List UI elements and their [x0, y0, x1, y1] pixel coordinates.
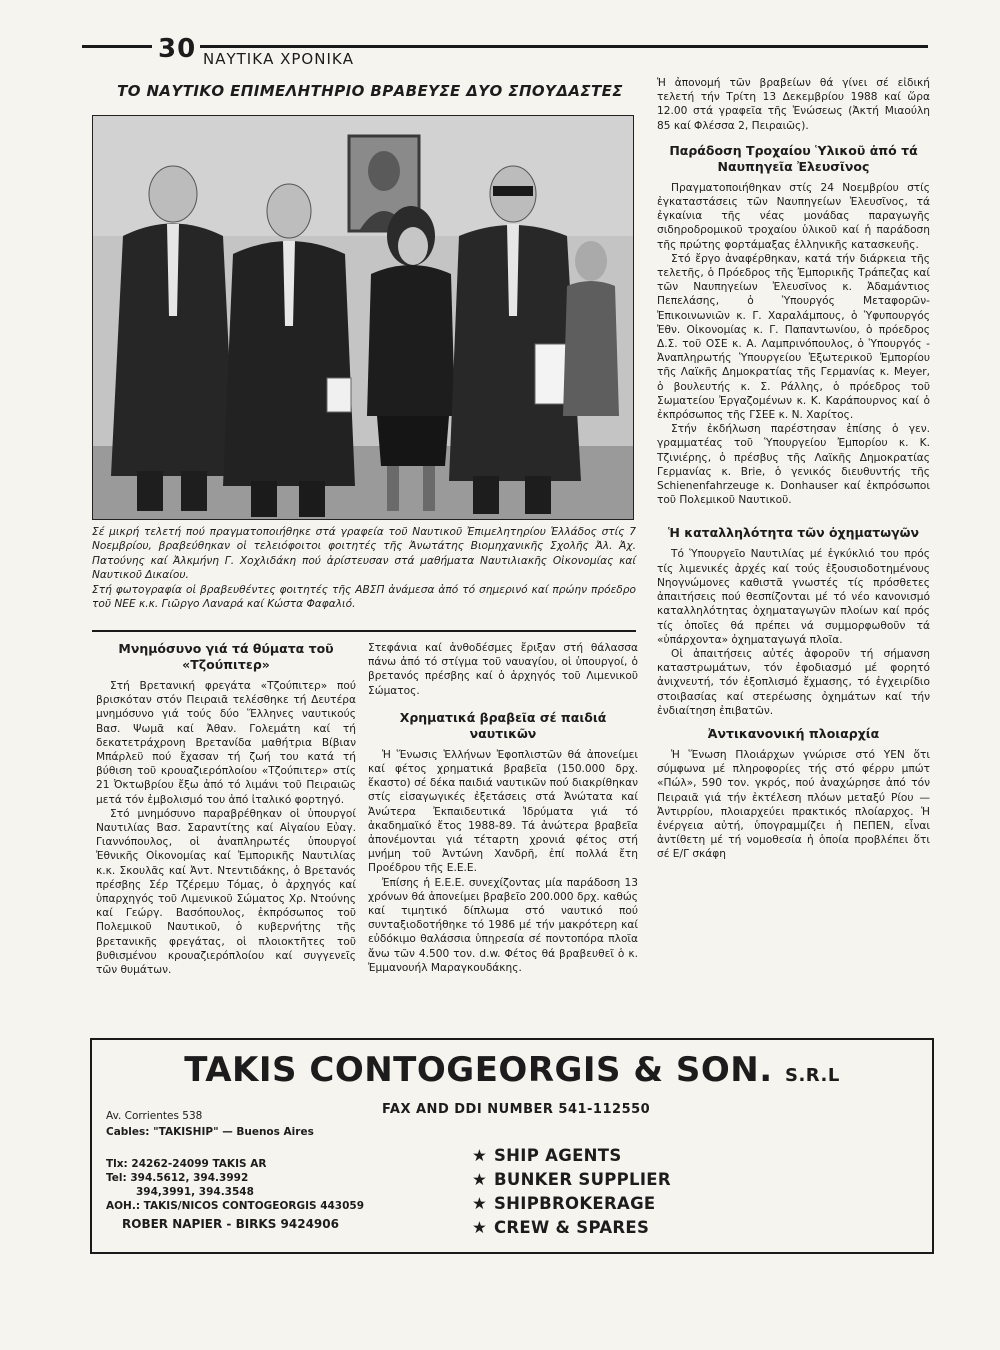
ad-service-item: ★ SHIPBROKERAGE — [472, 1192, 671, 1216]
ad-company: TAKIS CONTOGEORGIS & SON. — [184, 1050, 773, 1090]
caption-paragraph: Στή φωτογραφία οἱ βραβευθέντες φοιτητές τῆς ΑΒΣΠ ἀνάμεσα ἀπό τό σημερινό καί πρώην πρόεδρο τοῦ ΝΕΕ κ.κ. Γιῶργο Λαναρά καί Κώστα Φαφαλιό. — [92, 583, 636, 611]
article-paragraph: Στό ἔργο ἀναφέρθηκαν, κατά τήν διάρκεια τῆς τελετῆς, ὁ Πρόεδρος τῆς Ἐμπορικῆς Τράπεζας καί τῶν Ναυπηγείων Ἐλευσῖνος κ. Ἀδαμάντιος Πεπελάσης, ὁ Ὑπουργός Μεταφορῶν- Ἐπικοινωνιῶν κ. Γ. Χαραλάμπους, ὁ Ὑφυπουργός Ἐθν. Οἰκονομίας κ. Γ. Παπαντωνίου, ὁ πρόεδρος Δ.Σ. τοῦ ΟΣΕ κ. Α. Λαμπρινόπουλος, ὁ Ὑπουργός - Ἀναπληρωτής Ὑπουργείου Ἐξωτερικοῦ Ἐμπορίου τῆς Λαϊκῆς Δημοκρατίας τῆς Γερμανίας κ. Meyer, ὁ βουλευτής κ. Σ. Ράλλης, ὁ πρόεδρος τοῦ Σωματείου Ἐργαζομένων κ. Κ. Καράπουρνος καί ὁ ἐκπρόσωπος τῆς ΓΣΕΕ κ. Ν. Χαρίτος. — [657, 252, 930, 422]
ad-service-item: ★ SHIP AGENTS — [472, 1144, 671, 1168]
advertisement-box — [90, 1038, 934, 1254]
article-paragraph: Οἱ ἀπαιτήσεις αὐτές ἀφοροῦν τή σήμανση καταστρωμάτων, τόν ἐφοδιασμό μέ φορητό ἀνιχνευτή, τόν ἐξοπλισμό ἔχμασης, τό ἐγχειρίδιο στοιβασίας καί στερέωσης ὀχημάτων καί τήν ἐνδιαίτηση ἐπιβατῶν. — [657, 647, 930, 717]
article-title: Μνημόσυνο γιά τά θύματα τοῦ «Τζούπιτερ» — [118, 641, 334, 672]
ad-after-hours: AOH.: TAKIS/NICOS CONTOGEORGIS 443059 — [106, 1200, 365, 1212]
header-rule-right — [200, 45, 928, 48]
article-memorial — [96, 641, 356, 977]
article-paragraph: Στεφάνια καί ἀνθοδέσμες ἔριξαν στή θάλασσα πάνω ἀπό τό στίγμα τοῦ ναυαγίου, οἱ ὑπουργοί, ὁ βρετανός πρέσβης καί ὁ ἀρχηγός τοῦ Λιμενικοῦ Σώματος. — [368, 642, 638, 697]
article-title: Παράδοση Τροχαίου Ὑλικοῦ ἀπό τά Ναυπηγεῖα Ἐλευσῖνος — [669, 142, 918, 174]
star-icon: ★ — [472, 1170, 488, 1189]
star-icon: ★ — [472, 1194, 488, 1213]
ad-company-name — [112, 1050, 912, 1090]
article-title: Ἀντικανονική πλοιαρχία — [707, 725, 880, 741]
article-paragraph: Ἡ Ἕνωση Πλοιάρχων γνώρισε στό ΥΕΝ ὅτι σύμφωνα μέ πληροφορίες τής στό φέρρυ μπώτ «Πώλ», 590 τον. γκρός, πού ἀναχώρησε ἀπό τόν Πειραιᾶ γιά τήν ἐκτέλεση πλόων μεταξύ Ρίου — Ἀντιρρίου, πλοιαρχεύει πρακτικός πλοίαρχος. Ἡ ἐνέργεια αὐτή, ὑπογραμμίζει ἡ ΠΕΠΕΝ, εἶναι ἀντίθετη μέ τή νομοθεσία ἡ ὁποία προβλέπει ὅτι σέ Ε/Γ σκάφη — [657, 748, 930, 861]
caption-paragraph: Σέ μικρή τελετή πού πραγματοποιήθηκε στά γραφεία τοῦ Ναυτικοῦ Ἐπιμελητηρίου Ἑλλάδος στίς 7 Νοεμβρίου, βραβεύθηκαν οἱ τελειόφοιτοι φοιτητές τῆς Ἀνωτάτης Βιομηχανικῆς Σχολῆς Ἀλ. Ἀχ. Πατούνης καί Ἀλκμήνη Γ. Χοχλιδάκη πού ἀρίστευσαν στά μαθήματα Ναυτιλιακῆς Οἰκονομίας καί Ναυτικοῦ Δικαίου. — [92, 526, 636, 582]
ad-contact: ROBER NAPIER - BIRKS 9424906 — [122, 1217, 339, 1231]
ad-address: Av. Corrientes 538 — [106, 1110, 203, 1122]
article-paragraph: Τό Ὑπουργεῖο Ναυτιλίας μέ ἐγκύκλιό του πρός τίς λιμενικές ἀρχές καί τούς ἐξουσιοδοτημένους Νηογνώμονες καθιστᾶ γνωστές τίς πρόσθετες ἀπαιτήσεις πού θεσπίζονται μέ τό νέο κανονισμό καταλληλότητας ὀχηματαγωγῶν πλοίων καί πρός τίς ὁποῖες θά πρέπει νά συμμορφωθοῦν τά «ὑπάρχοντα» ὀχηματαγωγά πλοῖα. — [657, 548, 930, 646]
publication-title: ΝΑΥΤΙΚΑ ΧΡΟΝΙΚΑ — [203, 50, 354, 68]
article-cash-prizes — [368, 641, 638, 975]
article-paragraph: Στό μνημόσυνο παραβρέθηκαν οἱ ὑπουργοί Ναυτιλίας Βασ. Σαραντίτης καί Αἰγαίου Εὐαγ. Γιαννόπουλος, οἱ ἀναπληρωτές ὑπουργοί Ἐθνικῆς Οἰκονομίας καί Ἐμπορικῆς Ναυτιλίας κ.κ. Σκουλᾶς καί Ἀντ. Ντεντιδάκης, ὁ Βρετανός πρέσβης Σέρ Τζέρεμυ Τόμας, ὁ ἀρχηγός καί ὑπαρχηγός τοῦ Λιμενικοῦ Σώματος Χρ. Ντούνης καί Γεώργ. Βασόπουλος, ἐκπρόσωπος τοῦ Πολεμικοῦ Ναυτικοῦ, ὁ κυβερνήτης τῆς βρετανικῆς φρεγάτας, οἱ πλοιοκτῆτες τοῦ βυθισμένου κρουαζιερόπλοίου καί συγγενεῖς τῶν θυμάτων. — [96, 807, 356, 977]
article-paragraph: Ἡ Ἕνωσις Ἑλλήνων Ἐφοπλιστῶν θά ἀπονείμει καί φέτος χρηματικά βραβεῖα (150.000 δρχ. ἕκαστο) σέ δέκα παιδιά ναυτικῶν πού διακρίθηκαν στίς εἰσαγωγικές ἐξετάσεις στά Ἀνώτατα καί Ἀνώτερα Ἐκπαιδευτικά Ἱδρύματα γιά τό ἀκαδημαϊκό ἔτος 1988-89. Τά ἀνώτερα βραβεῖα ἀπονέμονται γιά τέταρτη χρονιά φέτος στή μνήμη τοῦ Ἀντώνη Χανδρῆ, ἐπί πολλά ἔτη Προέδρου τῆς Ε.Ε.Ε. — [368, 748, 638, 875]
article-title: Χρηματικά βραβεῖα σέ παιδιά ναυτικῶν — [399, 709, 607, 741]
ad-telephone-2: 394,3991, 394.3548 — [136, 1186, 254, 1198]
right-column — [657, 76, 930, 862]
ad-service-item: ★ BUNKER SUPPLIER — [472, 1168, 671, 1192]
article-title: Ἡ καταλληλότητα τῶν ὀχηματωγῶν — [667, 525, 920, 541]
ad-cables: Cables: "TAKISHIP" — Buenos Aires — [106, 1126, 314, 1138]
article-paragraph: Ἐπίσης ἡ Ε.Ε.Ε. συνεχίζοντας μία παράδοση 13 χρόνων θά ἀπονείμει βραβεῖο 200.000 δρχ. καθώς καί τιμητικό δίπλωμα στό ναυτικό πού συνταξιοδοτήθηκε τό 1986 μέ τήν μακρότερη καί εὐδόκιμο θαλάσσια ὑπηρεσία σέ ποντοπόρα πλοῖα ἄνω τῶν 4.500 τον. d.w. Φέτος θά βραβευθεῖ ὁ κ. Ἐμμανουήλ Μαραγκουδάκης. — [368, 876, 638, 974]
ad-telex: Tlx: 24262-24099 TAKIS AR — [106, 1158, 267, 1170]
header-rule-left — [82, 45, 152, 48]
article-paragraph: Στή Βρετανική φρεγάτα «Τζούπιτερ» πού βρισκόταν στόν Πειραιᾶ τελέσθηκε τή Δευτέρα μνημόσυνο γιά τούς δύο Ἕλληνες ναυτικούς Βασ. Ψωμᾶ καί Ἀθαν. Γολεμάτη καί τή δεκατετράχρονη Βρετανίδα μαθήτρια Βίβιαν Μπάρλεϋ πού ἔχασαν τή ζωή του κατά τή βύθιση τοῦ κρουαζιερόπλοίου «Τζούπιτερ» στίς 21 Ὀκτωβρίου ἔξω ἀπό τό λιμάνι τοῦ Πειραιῶς μετά τόν ἐμβολισμό του ἀπό ἰταλικό φορτηγό. — [96, 680, 356, 806]
ad-telephone: Tel: 394.5612, 394.3992 — [106, 1172, 249, 1184]
star-icon: ★ — [472, 1218, 488, 1237]
ad-services-list — [472, 1144, 671, 1240]
article-paragraph: Πραγματοποιήθηκαν στίς 24 Νοεμβρίου στίς ἐγκαταστάσεις τῶν Ναυπηγείων Ἐλευσῖνος, τά ἐγκαίνια τῆς νέας μονάδας παραγωγῆς σιδηροδρομικοῦ τροχαίου ὑλικοῦ καί ἡ παράδοση τῆς πρώτης φορτάμαξας ἑλληνικῆς κατασκευῆς. — [657, 181, 930, 251]
award-ceremony-photo — [92, 115, 634, 520]
article-paragraph: Στήν ἐκδήλωση παρέστησαν ἐπίσης ὁ γεν. γραμματέας τοῦ Ὑπουργείου Ἐμπορίου κ. Κ. Τζινιέρης, ὁ πρέσβυς τῆς Λαϊκῆς Δημοκρατίας Γερμανίας κ. Brie, ὁ γενικός διευθυντής τῆς Schienenfahrzeuge κ. Donhauser καί ἐκπρόσωποι τοῦ Πολεμικοῦ Ναυτικοῦ. — [657, 423, 930, 507]
photo-caption — [92, 525, 636, 611]
section-divider — [92, 630, 636, 632]
ad-service-item: ★ CREW & SPARES — [472, 1216, 671, 1240]
ad-fax-line: FAX AND DDI NUMBER 541-112550 — [382, 1102, 651, 1117]
main-headline: ΤΟ ΝΑΥΤΙΚΟ ΕΠΙΜΕΛΗΤΗΡΙΟ ΒΡΑΒΕΥΣΕ ΔΥΟ ΣΠΟΥΔΑΣΤΕΣ — [117, 82, 623, 100]
ad-company-suffix: S.R.L — [784, 1065, 840, 1086]
star-icon: ★ — [472, 1146, 488, 1165]
page-number: 30 — [158, 34, 197, 64]
article-paragraph: Ἡ ἀπονομή τῶν βραβείων θά γίνει σέ εἰδική τελετή τήν Τρίτη 13 Δεκεμβρίου 1988 καί ὥρα 12.00 στά γραφεῖα τῆς Ἑνώσεως (Ἀκτή Μιαούλη 85 καί Φλέσσα 2, Πειραιῶς). — [657, 77, 930, 132]
